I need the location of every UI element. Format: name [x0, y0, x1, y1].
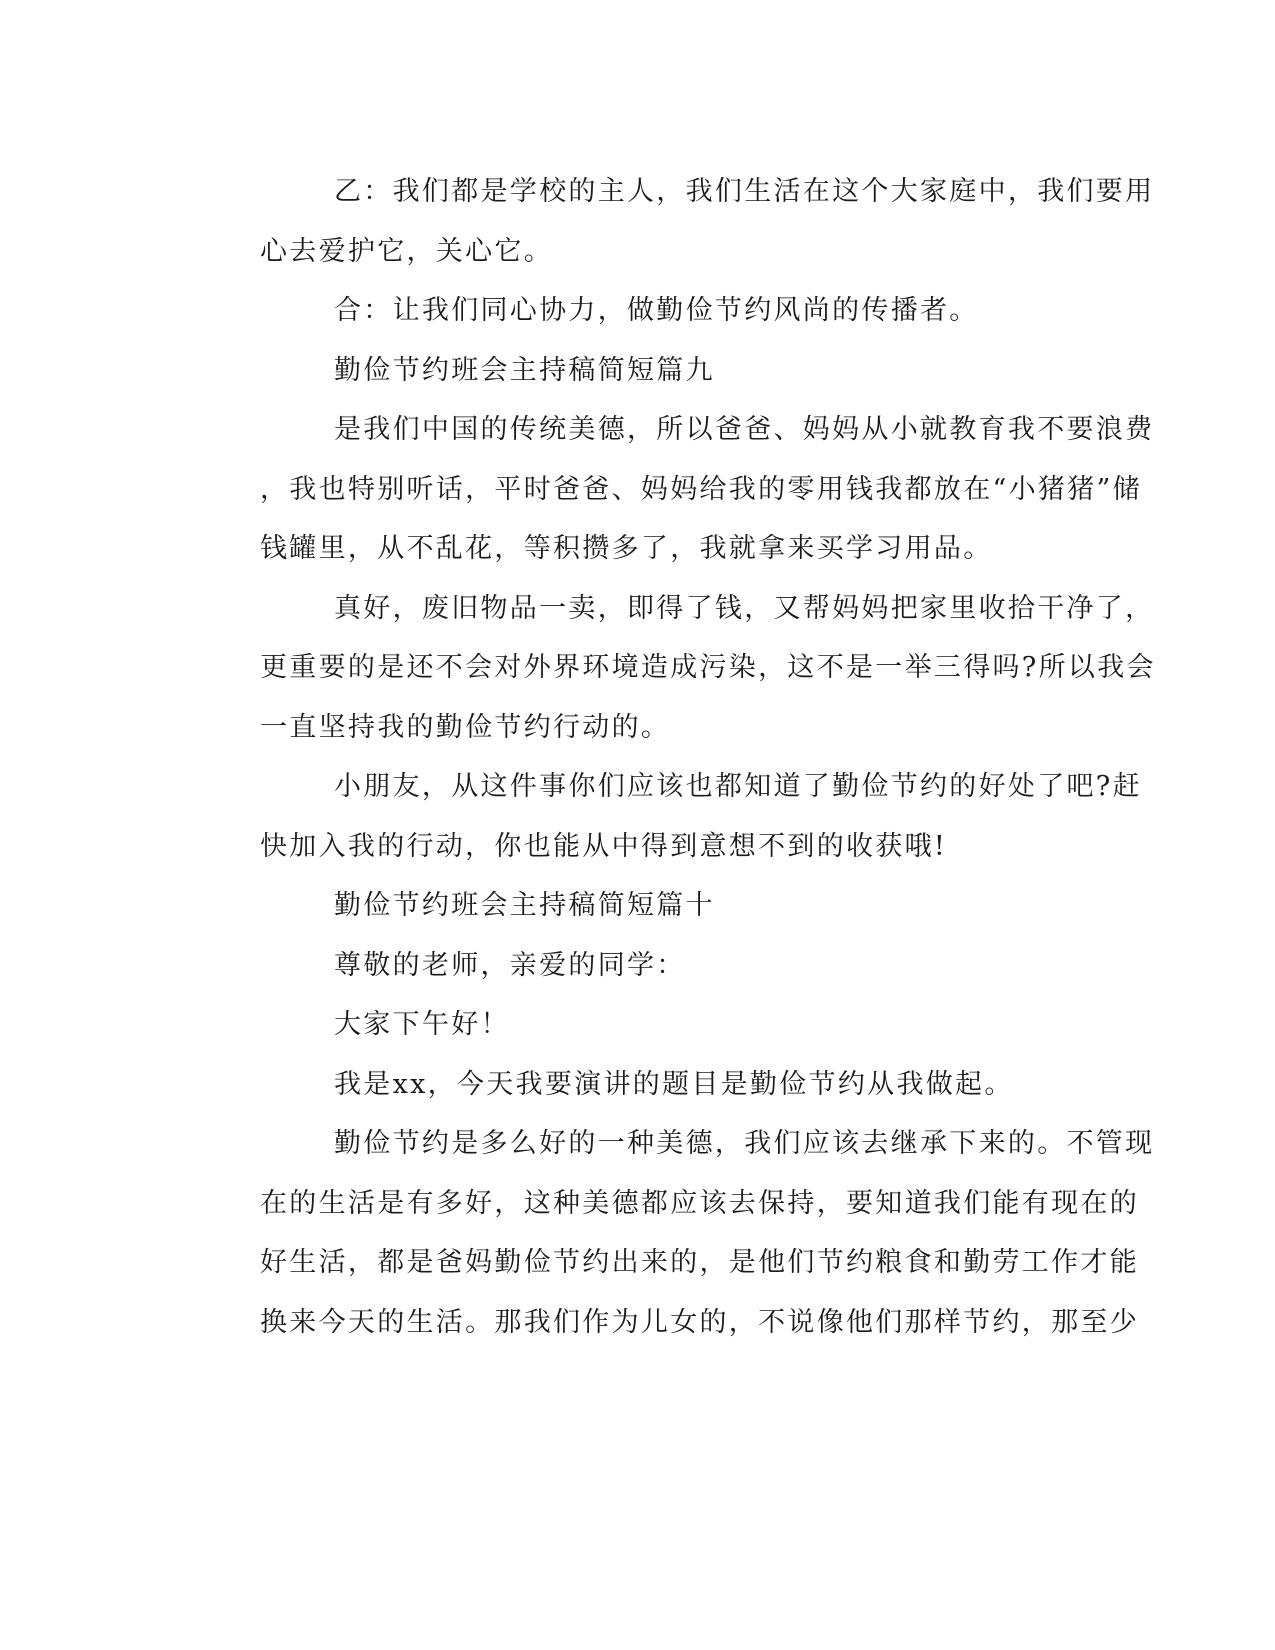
text-line: 心去爱护它，关心它。 — [260, 235, 553, 267]
text-line: 快加入我的行动，你也能从中得到意想不到的收获哦! — [260, 830, 948, 862]
text-line: 尊敬的老师，亲爱的同学： — [334, 949, 686, 981]
paragraph — [186, 400, 1155, 579]
paragraph — [186, 579, 1156, 758]
text-line: 在的生活是有多好，这种美德都应该去保持，要知道我们能有现在的 — [260, 1187, 1139, 1219]
text-line: 更重要的是还不会对外界环境造成污染，这不是一举三得吗?所以我会 — [260, 652, 1156, 683]
text-line: 合：让我们同心协力，做勤俭节约风尚的传播者。 — [334, 295, 979, 326]
text-line: 乙：我们都是学校的主人，我们生活在这个大家庭中，我们要用 — [334, 176, 1155, 207]
paragraph — [186, 757, 1142, 876]
section-heading-text: 勤俭节约班会主持稿简短篇九 — [334, 354, 715, 386]
section-heading-text: 勤俭节约班会主持稿简短篇十 — [334, 890, 715, 921]
paragraph — [186, 1114, 1155, 1352]
text-line: 一直坚持我的勤俭节约行动的。 — [260, 711, 671, 743]
text-line: 换来今天的生活。那我们作为儿女的，不说像他们那样节约，那至少 — [260, 1306, 1139, 1338]
text-line: 我是xx，今天我要演讲的题目是勤俭节约从我做起。 — [334, 1068, 1014, 1100]
paragraph-dialogue-yi — [186, 162, 1155, 281]
text-line: 是我们中国的传统美德，所以爸爸、妈妈从小就教育我不要浪费 — [334, 414, 1155, 445]
paragraph-dialogue-he — [186, 281, 1066, 341]
text-line: 勤俭节约是多么好的一种美德，我们应该去继承下来的。不管现 — [334, 1128, 1155, 1159]
salutation — [186, 936, 1066, 996]
text-line: ，我也特别听话，平时爸爸、妈妈给我的零用钱我都放在“小猪猪”储 — [260, 473, 1142, 505]
text-line: 小朋友，从这件事你们应该也都知道了勤俭节约的好处了吧?赶 — [334, 771, 1142, 802]
greeting — [186, 995, 1066, 1055]
text-line: 大家下午好！ — [334, 1009, 510, 1040]
paragraph — [186, 1055, 1066, 1115]
document-body — [186, 162, 1156, 1352]
text-line: 钱罐里，从不乱花，等积攒多了，我就拿来买学习用品。 — [260, 533, 993, 564]
text-line: 真好，废旧物品一卖，即得了钱，又帮妈妈把家里收拾干净了， — [334, 592, 1155, 624]
section-heading-10 — [186, 876, 1066, 936]
text-line: 好生活，都是爸妈勤俭节约出来的，是他们节约粮食和勤劳工作才能 — [260, 1247, 1139, 1278]
section-heading-9 — [186, 341, 1066, 401]
